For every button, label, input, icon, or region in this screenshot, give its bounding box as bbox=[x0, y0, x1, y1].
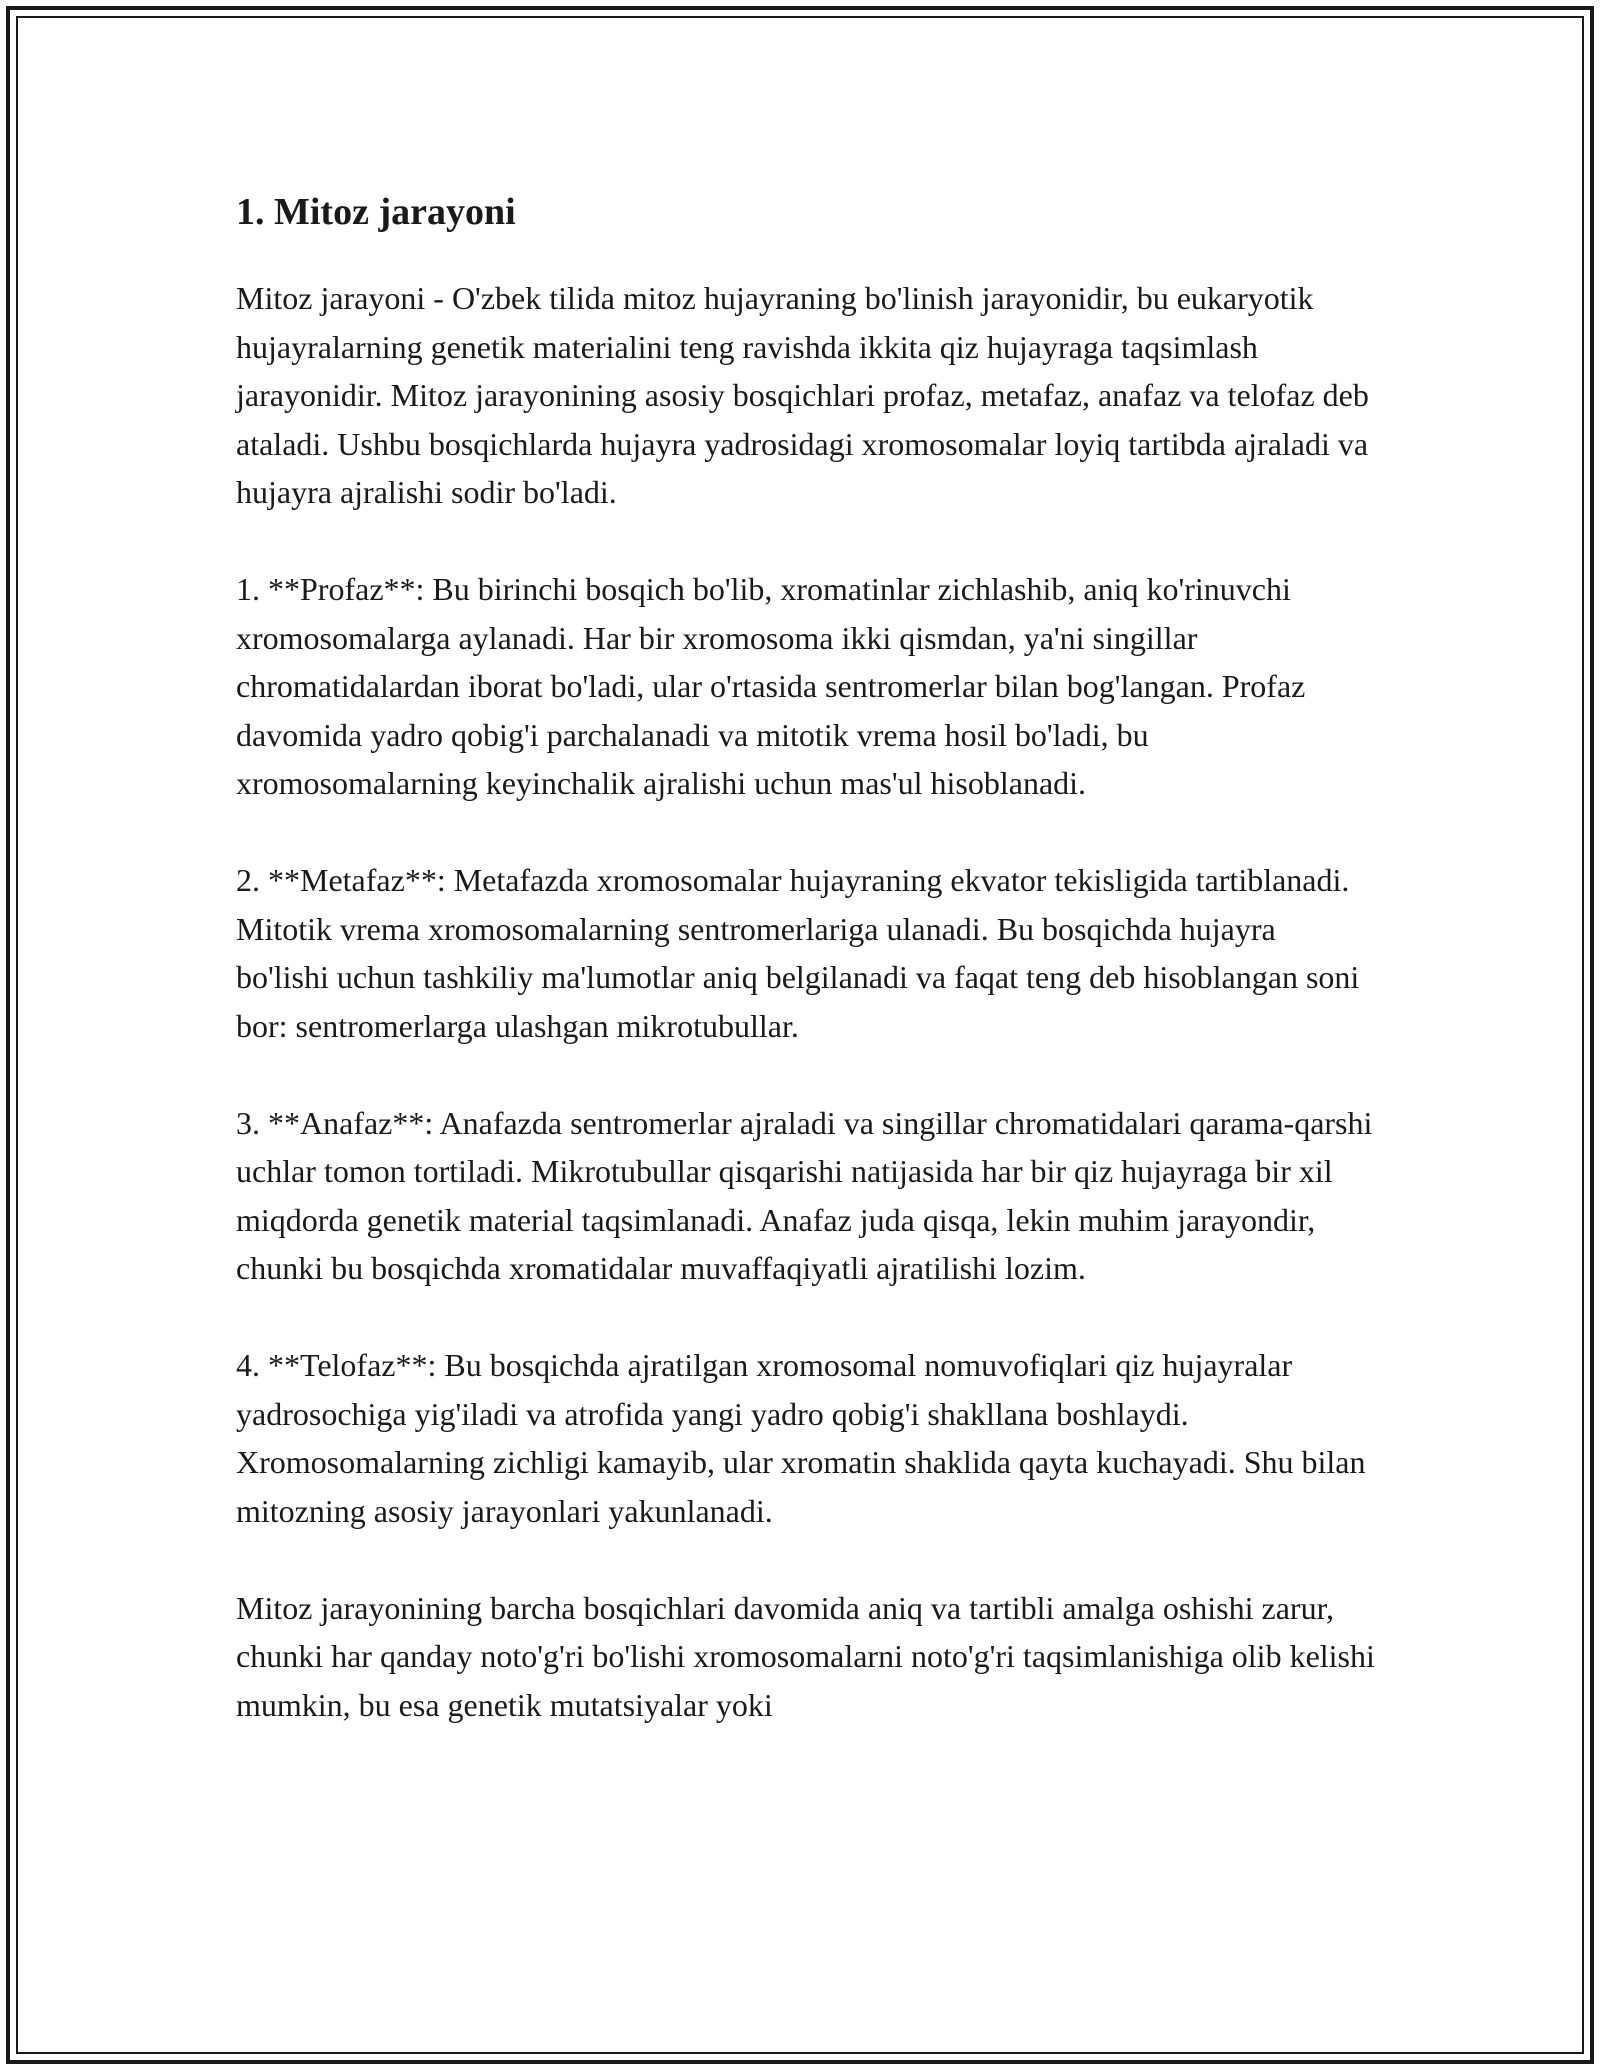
section-heading: 1. Mitoz jarayoni bbox=[236, 191, 516, 233]
paragraph-telofaz: 4. **Telofaz**: Bu bosqichda ajratilgan xromosomal nomuvofiqlari qiz hujayralar yadrosochiga yig'iladi va atrofida yangi yadro qobig'i shakllana boshlaydi. Xromosomalarning zichligi kamayib, ular xromatin shaklida qayta kuchayadi. Shu bilan mitozning asosiy jarayonlari yakunlanadi. bbox=[236, 1347, 1366, 1529]
document-body bbox=[236, 188, 1376, 1778]
paragraph-metafaz: 2. **Metafaz**: Metafazda xromosomalar hujayraning ekvator tekisligida tartiblanadi. Mitotik vrema xromosomalarning sentromerlariga ulanadi. Bu bosqichda hujayra bo'lishi uchun tashkiliy ma'lumotlar aniq belgilanadi va faqat teng deb hisoblangan soni bor: sentromerlarga ulashgan mikrotubullar. bbox=[236, 862, 1360, 1044]
paragraph-conclusion: Mitoz jarayonining barcha bosqichlari davomida aniq va tartibli amalga oshishi zarur, chunki har qanday noto'g'ri bo'lishi xromosomalarni noto'g'ri taqsimlanishiga olib kelishi mumkin, bu esa genetik mutatsiyalar yoki bbox=[236, 1589, 1375, 1723]
paragraph-anafaz: 3. **Anafaz**: Anafazda sentromerlar ajraladi va singillar chromatidalari qarama-qarshi uchlar tomon tortiladi. Mikrotubullar qisqarishi natijasida har bir qiz hujayraga bir xil miqdorda genetik material taqsimlanadi. Anafaz juda qisqa, lekin muhim jarayondir, chunki bu bosqichda xromatidalar muvaffaqiyatli ajratilishi lozim. bbox=[236, 1104, 1373, 1286]
paragraph-intro: Mitoz jarayoni - O'zbek tilida mitoz hujayraning bo'linish jarayonidir, bu eukaryotik hujayralarning genetik materialini teng ravishda ikkita qiz hujayraga taqsimlash jarayonidir. Mitoz jarayonining asosiy bosqichlari profaz, metafaz, anafaz va telofaz deb ataladi. Ushbu bosqichlarda hujayra yadrosidagi xromosomalar loyiq tartibda ajraladi va hujayra ajralishi sodir bo'ladi. bbox=[236, 280, 1369, 510]
paragraph-profaz: 1. **Profaz**: Bu birinchi bosqich bo'lib, xromatinlar zichlashib, aniq ko'rinuvchi xromosomalarga aylanadi. Har bir xromosoma ikki qismdan, ya'ni singillar chromatidalardan iborat bo'ladi, ular o'rtasida sentromerlar bilan bog'langan. Profaz davomida yadro qobig'i parchalanadi va mitotik vrema hosil bo'ladi, bu xromosomalarning keyinchalik ajralishi uchun mas'ul hisoblanadi. bbox=[236, 571, 1306, 801]
